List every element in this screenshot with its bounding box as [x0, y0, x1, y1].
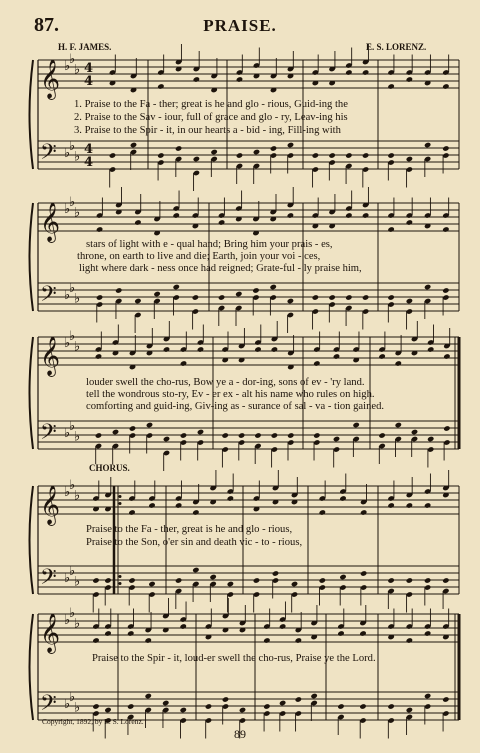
note-head — [180, 360, 187, 366]
note-head — [424, 693, 431, 699]
note-head — [424, 502, 431, 508]
flat-sign: ♭ — [69, 606, 76, 621]
flat-sign: ♭ — [69, 419, 76, 434]
flat-sign: ♭ — [69, 139, 76, 154]
treble-clef-icon: 𝄞 — [40, 202, 61, 242]
note-head — [263, 703, 270, 709]
note-head — [175, 577, 182, 583]
note-head — [313, 360, 320, 366]
hymn-title: PRAISE. — [203, 16, 277, 35]
treble-clef-icon: 𝄞 — [40, 336, 61, 376]
note-head — [319, 577, 326, 583]
flat-sign: ♭ — [74, 339, 81, 355]
note-head — [424, 577, 431, 583]
flat-sign: ♭ — [64, 336, 71, 351]
flat-sign: ♭ — [64, 485, 71, 500]
flat-sign: ♭ — [69, 195, 76, 210]
note-head — [227, 581, 234, 587]
flat-sign: ♭ — [64, 426, 71, 441]
note-head — [313, 432, 320, 438]
note-head — [173, 212, 180, 218]
note-head — [254, 346, 261, 352]
note-head — [236, 76, 243, 82]
note-head — [279, 623, 286, 629]
bass-clef-icon: 𝄢 — [40, 140, 57, 170]
repeat-dot — [119, 582, 122, 585]
note-head — [162, 700, 169, 706]
note-head — [252, 287, 259, 293]
note-head — [406, 707, 413, 713]
note-head — [279, 700, 286, 706]
bass-clef-icon: 𝄢 — [40, 565, 57, 595]
note-head — [109, 152, 116, 158]
note-head — [263, 637, 270, 643]
flat-sign: ♭ — [74, 429, 81, 445]
note-head — [427, 436, 434, 442]
note-head — [287, 212, 294, 218]
note-head — [337, 703, 344, 709]
note-head — [205, 703, 212, 709]
bass-clef-icon: 𝄢 — [40, 691, 57, 721]
note-head — [96, 226, 103, 232]
bass-clef-icon: 𝄢 — [40, 420, 57, 450]
time-signature: 4 — [84, 61, 94, 76]
note-head — [180, 707, 187, 713]
system-brace — [30, 337, 34, 449]
note-head — [328, 294, 335, 300]
note-head — [406, 577, 413, 583]
note-head — [333, 353, 340, 359]
note-head — [153, 291, 160, 297]
note-head — [104, 707, 111, 713]
hymn-number: 87. — [34, 14, 59, 36]
bass-clef-icon: 𝄢 — [40, 282, 57, 312]
note-head — [387, 703, 394, 709]
note-head — [387, 294, 394, 300]
note-head — [442, 696, 449, 702]
note-head — [104, 577, 111, 583]
note-head — [362, 152, 369, 158]
note-head — [271, 346, 278, 352]
note-head — [92, 703, 99, 709]
note-head — [295, 696, 302, 702]
note-head — [145, 637, 152, 643]
note-head — [148, 502, 155, 508]
flat-sign: ♭ — [69, 281, 76, 296]
note-head — [239, 707, 246, 713]
note-head — [227, 495, 234, 501]
note-head — [442, 145, 449, 151]
note-head — [146, 422, 153, 428]
note-head — [387, 577, 394, 583]
note-head — [345, 294, 352, 300]
note-head — [442, 287, 449, 293]
note-head — [411, 429, 418, 435]
note-head — [362, 212, 369, 218]
note-head — [127, 703, 134, 709]
note-head — [424, 630, 431, 636]
note-head — [333, 436, 340, 442]
note-head — [387, 226, 394, 232]
chorus-label: CHORUS. — [89, 463, 130, 473]
note-head — [271, 432, 278, 438]
note-head — [96, 294, 103, 300]
note-head — [270, 284, 277, 290]
note-head — [180, 623, 187, 629]
flat-sign: ♭ — [64, 613, 71, 628]
system-brace — [30, 486, 34, 594]
note-head — [362, 294, 369, 300]
flat-sign: ♭ — [64, 697, 71, 712]
flat-sign: ♭ — [74, 488, 81, 504]
note-head — [130, 142, 137, 148]
note-head — [345, 212, 352, 218]
note-head — [345, 69, 352, 75]
note-head — [253, 577, 260, 583]
flat-sign: ♭ — [64, 202, 71, 217]
flat-sign: ♭ — [69, 478, 76, 493]
note-head — [270, 145, 277, 151]
flat-sign: ♭ — [69, 564, 76, 579]
note-head — [362, 69, 369, 75]
note-head — [287, 298, 294, 304]
time-signature: 4 — [84, 74, 94, 89]
note-head — [339, 495, 346, 501]
note-head — [197, 429, 204, 435]
note-head — [173, 284, 180, 290]
note-head — [197, 346, 204, 352]
flat-sign: ♭ — [69, 329, 76, 344]
note-head — [287, 142, 294, 148]
treble-clef-icon: 𝄞 — [40, 59, 61, 99]
note-head — [95, 432, 102, 438]
system-brace — [30, 203, 34, 311]
note-head — [360, 509, 367, 515]
note-head — [406, 156, 413, 162]
note-head — [148, 581, 155, 587]
note-head — [254, 432, 261, 438]
page-number: 89 — [234, 727, 246, 741]
note-head — [359, 703, 366, 709]
note-head — [424, 284, 431, 290]
system-brace — [30, 60, 34, 169]
flat-sign: ♭ — [64, 146, 71, 161]
note-head — [95, 353, 102, 359]
flat-sign: ♭ — [74, 62, 81, 78]
note-head — [406, 76, 413, 82]
note-head — [387, 152, 394, 158]
note-head — [312, 294, 319, 300]
note-head — [157, 83, 164, 89]
time-signature: 4 — [84, 155, 94, 170]
note-head — [236, 152, 243, 158]
note-head — [443, 353, 450, 359]
note-head — [192, 567, 199, 573]
note-head — [209, 574, 216, 580]
note-head — [218, 219, 225, 225]
note-head — [443, 425, 450, 431]
repeat-dot — [119, 502, 122, 505]
note-head — [406, 298, 413, 304]
hymn-page: 87. PRAISE. H. F. JAMES. E. S. LORENZ. 𝄞 𝄢 ♭ ♭ ♭ ♭ ♭ ♭ 4 4 4 4 𝄞 𝄢 ♭ ♭ ♭ ♭ ♭ ♭ 𝄞 𝄢 ♭ ♭ ♭ ♭ ♭ ♭ 𝄞 𝄢 ♭ ♭ ♭ ♭ ♭ ♭ 𝄞 𝄢 ♭ ♭ ♭ ♭ ♭ ♭ 1. Praise to the Fa - ther; great is he and glo - rious, Guid-ing the 2. Praise to the Sav - iour, full of grace and glo - ry, Leav-ing his 3. Praise to the Spir - it, in our hearts a - bid - ing, Fill-ing with stars of light with e - qual hand; Bring him your prais - es, throne, on earth to live and die; Earth, join your voi - ces, light where dark - ness once had reigned; Grate-ful - ly praise him, louder swell the cho-rus, Bow ye a - dor-ing, sons of ev - 'ry land. tell the wondrous sto-ry, Ev - er ex - alt his name who rules on high. comforting and guid-ing, Giv-ing as - surance of sal - va - tion gained. CHORUS. Praise to the Fa - ther, great is he and glo - rious, Praise to the Son, o'er sin and death vic - to - rious, Praise to the Spir - it, loud-er swell the cho-rus, Praise ye the Lord. Copyright, 1892, by E. S. Lorenz. 89 — [0, 0, 480, 753]
note-head — [222, 432, 229, 438]
copyright-notice: Copyright, 1892, by E. S. Lorenz. — [42, 717, 144, 726]
note-head — [272, 570, 279, 576]
note-head — [312, 152, 319, 158]
treble-clef-icon: 𝄞 — [40, 485, 61, 525]
composer-credit: E. S. LORENZ. — [366, 42, 427, 52]
system-brace — [30, 614, 34, 720]
note-head — [395, 422, 402, 428]
flat-sign: ♭ — [74, 149, 81, 165]
note-head — [134, 298, 141, 304]
flat-sign: ♭ — [64, 59, 71, 74]
flat-sign: ♭ — [74, 700, 81, 716]
note-head — [145, 693, 152, 699]
note-head — [104, 630, 111, 636]
flat-sign: ♭ — [74, 616, 81, 632]
note-head — [157, 152, 164, 158]
note-head — [406, 219, 413, 225]
flat-sign: ♭ — [74, 291, 81, 307]
note-head — [291, 581, 298, 587]
note-head — [92, 577, 99, 583]
note-head — [175, 502, 182, 508]
repeat-dot — [119, 575, 122, 578]
note-head — [295, 637, 302, 643]
note-head — [129, 425, 136, 431]
note-head — [115, 287, 122, 293]
note-head — [287, 432, 294, 438]
note-head — [238, 432, 245, 438]
flat-sign: ♭ — [74, 205, 81, 221]
note-head — [442, 83, 449, 89]
note-head — [337, 630, 344, 636]
note-head — [163, 346, 170, 352]
note-head — [235, 291, 242, 297]
note-head — [359, 630, 366, 636]
note-head — [210, 149, 217, 155]
repeat-dot — [119, 495, 122, 498]
note-head — [180, 432, 187, 438]
note-head — [92, 637, 99, 643]
note-head — [134, 219, 141, 225]
note-head — [395, 360, 402, 366]
flat-sign: ♭ — [64, 288, 71, 303]
note-head — [427, 346, 434, 352]
note-head — [112, 429, 119, 435]
flat-sign: ♭ — [74, 574, 81, 590]
note-head — [424, 142, 431, 148]
note-head — [310, 693, 317, 699]
note-head — [175, 145, 182, 151]
note-head — [387, 502, 394, 508]
flat-sign: ♭ — [69, 52, 76, 67]
note-head — [328, 152, 335, 158]
note-head — [406, 502, 413, 508]
note-head — [378, 353, 385, 359]
flat-sign: ♭ — [64, 571, 71, 586]
note-head — [442, 577, 449, 583]
note-head — [442, 226, 449, 232]
note-head — [387, 83, 394, 89]
flat-sign: ♭ — [69, 690, 76, 705]
note-head — [193, 76, 200, 82]
note-head — [339, 574, 346, 580]
note-head — [218, 294, 225, 300]
note-head — [128, 577, 135, 583]
note-head — [253, 149, 260, 155]
treble-clef-icon: 𝄞 — [40, 613, 61, 653]
note-head — [128, 509, 135, 515]
lyricist-credit: H. F. JAMES. — [58, 42, 112, 52]
note-head — [222, 696, 229, 702]
note-head — [192, 294, 199, 300]
note-head — [193, 156, 200, 162]
note-head — [406, 637, 413, 643]
note-head — [352, 422, 359, 428]
note-head — [360, 570, 367, 576]
note-head — [345, 152, 352, 158]
note-head — [378, 432, 385, 438]
note-head — [163, 436, 170, 442]
note-head — [127, 630, 134, 636]
note-head — [319, 509, 326, 515]
time-signature: 4 — [84, 142, 94, 157]
note-head — [192, 509, 199, 515]
